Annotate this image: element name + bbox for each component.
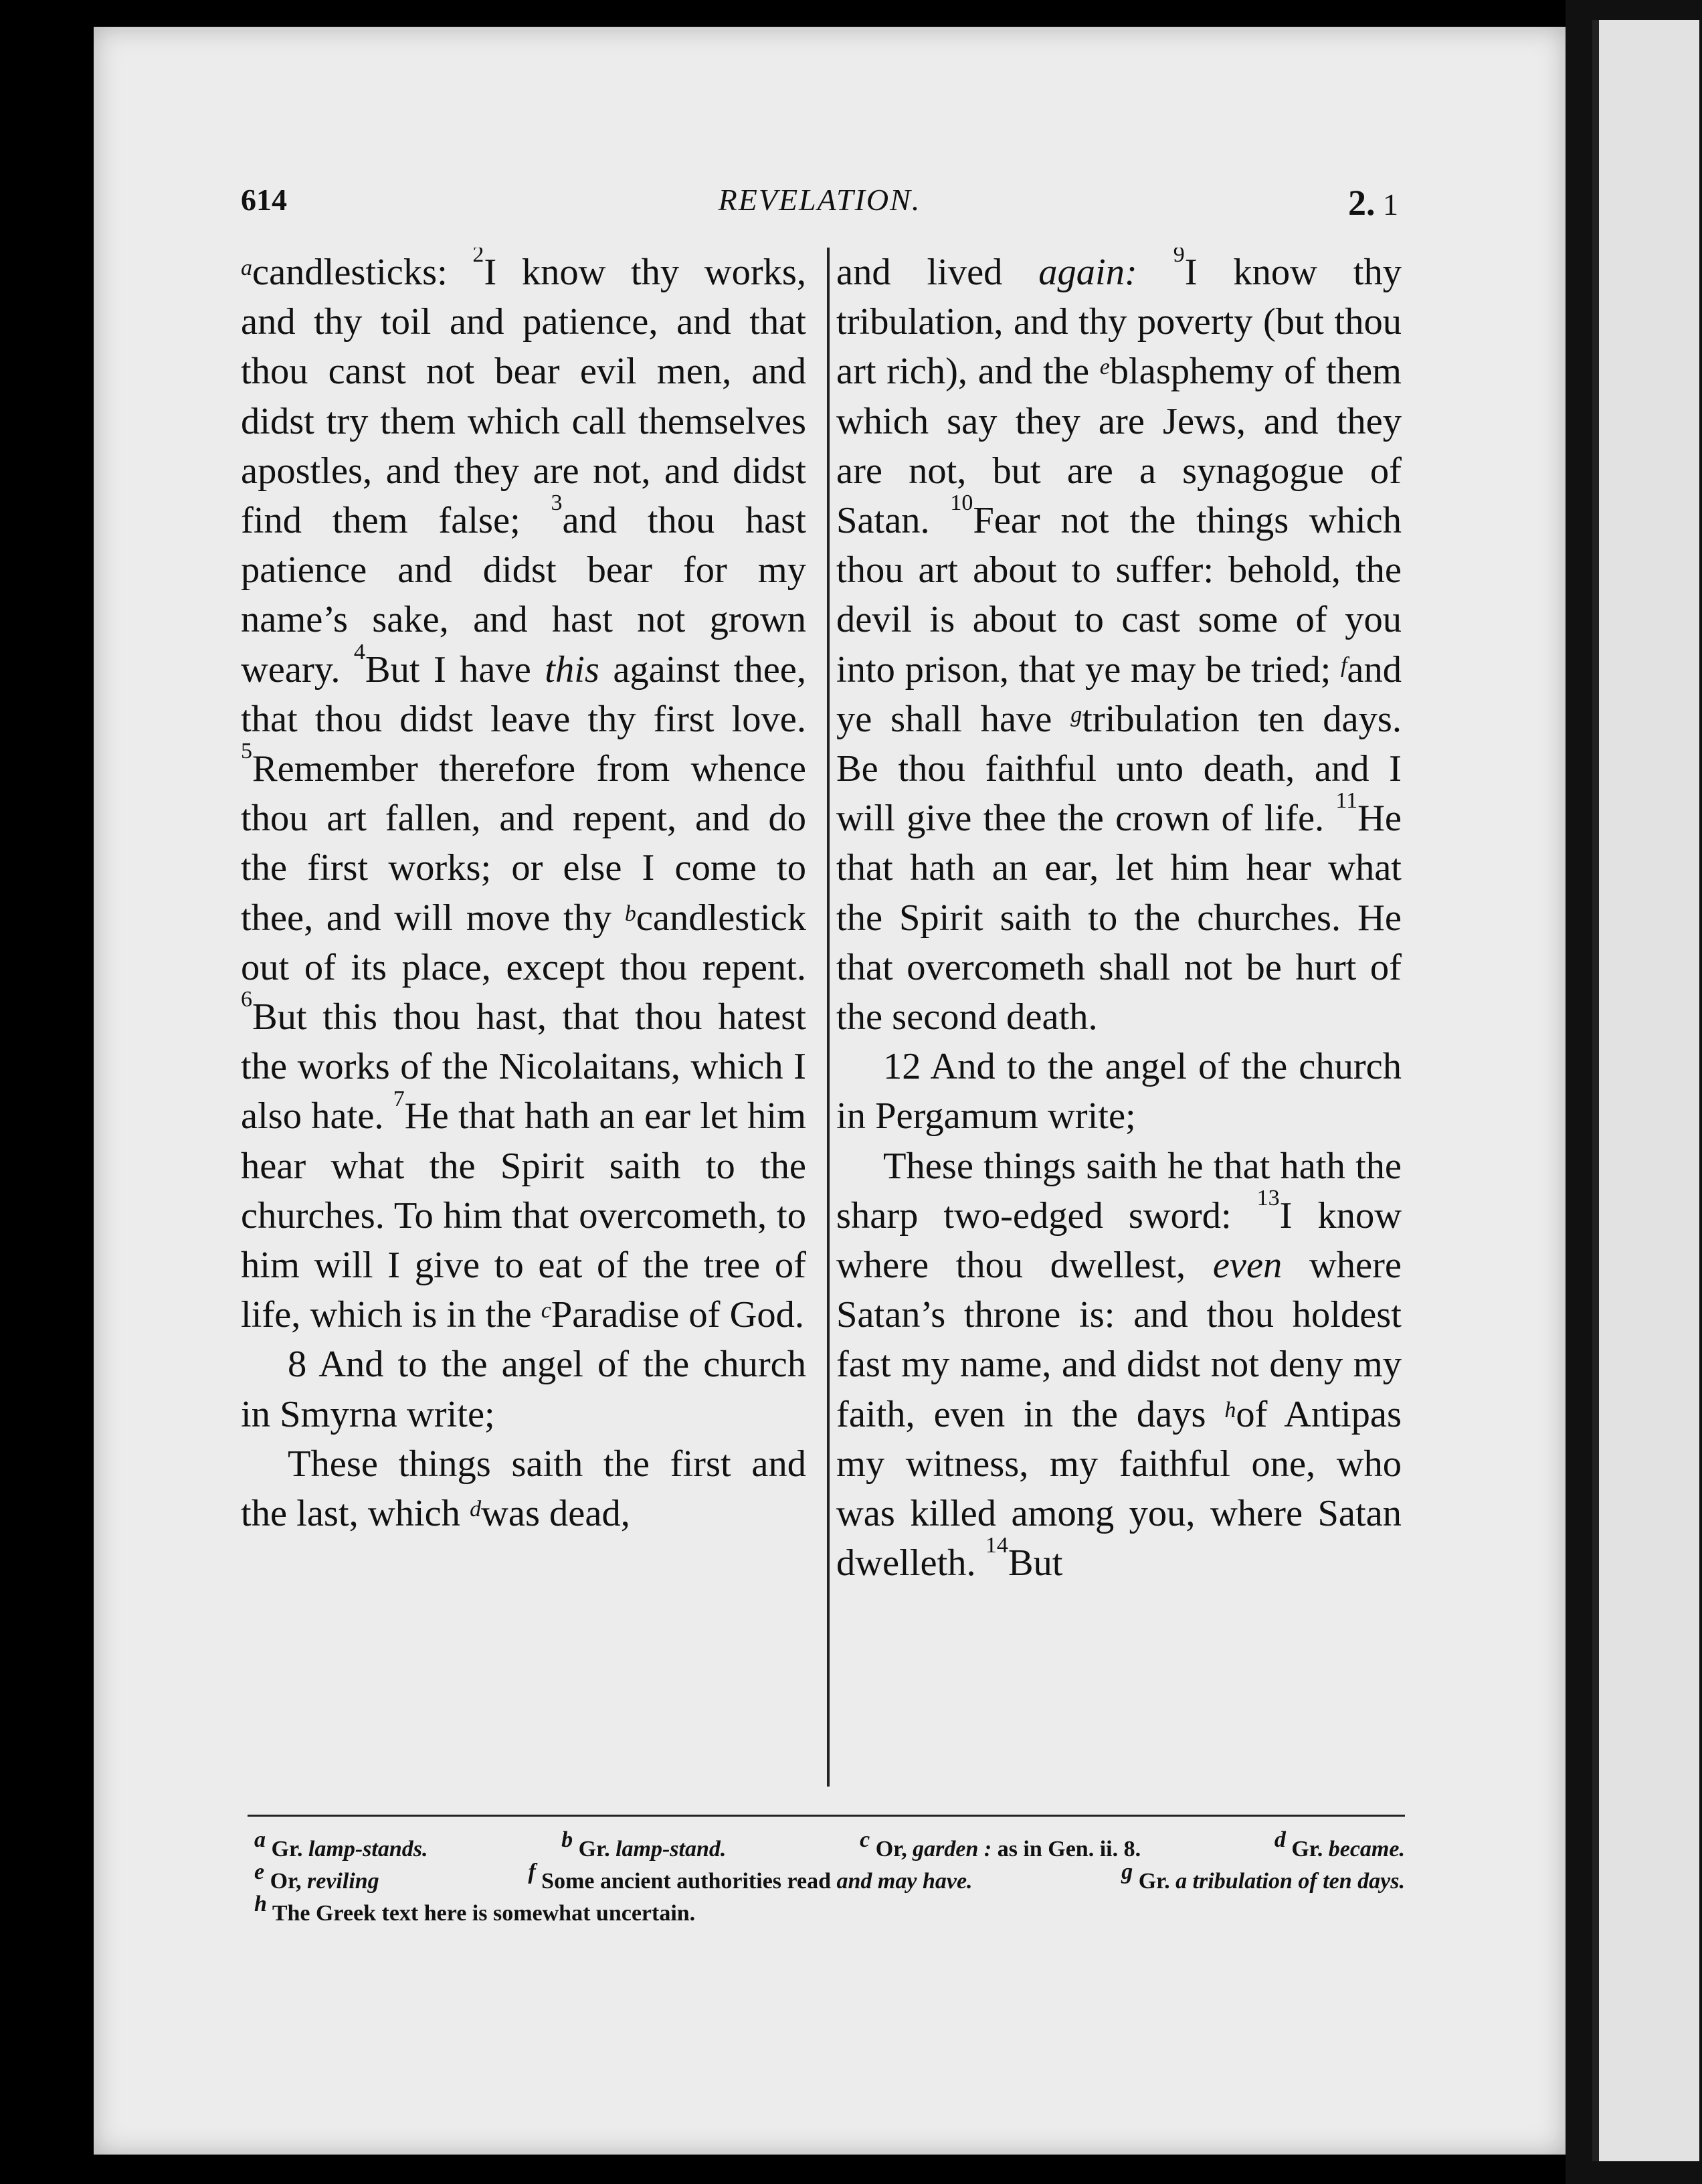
running-title: REVELATION.: [718, 183, 921, 217]
chapter-number: 2.: [1348, 183, 1376, 223]
text-run: I know thy tribulation, and thy poverty (but thou art rich), and the: [836, 252, 1402, 393]
footnote-row: [254, 1892, 1405, 1930]
footnote-italic-text: reviling: [307, 1869, 379, 1894]
footnote: [254, 1859, 379, 1898]
text-run: He that hath an ear let him hear what the Spirit saith to the churches. To him that overcometh, to him will I give to eat of the tree of life, which is in the: [241, 1095, 806, 1336]
text-run: I know thy works, and thy toil and patience, and that thou canst not bear evil men, and didst try them which call themselves apostles, and they are not, and didst find them false;: [241, 252, 806, 542]
text-paragraph: [241, 1340, 806, 1439]
footnote-marker: h: [254, 1892, 267, 1916]
text-run: and lived: [836, 252, 1039, 293]
footnote-text: Some ancient authorities read: [541, 1869, 837, 1894]
footnote: [1274, 1827, 1405, 1865]
text-run: [1137, 252, 1173, 293]
footnote-italic-text: became.: [1328, 1837, 1405, 1861]
italic-text: this: [545, 648, 599, 691]
chapter-verse-reference: [1348, 182, 1398, 223]
footnote-marker: g: [1121, 1859, 1133, 1884]
footnote-text: Gr.: [1138, 1869, 1176, 1894]
footnote: [1121, 1859, 1405, 1898]
footnote-marker: h: [1224, 1397, 1236, 1423]
verse-number: 4: [353, 639, 365, 664]
footnote-text: Or,: [270, 1869, 308, 1894]
verse-number: 9: [1173, 248, 1185, 268]
footnote: [254, 1892, 696, 1930]
footnote-marker: e: [254, 1859, 265, 1884]
verse-number: 11: [1335, 788, 1358, 814]
footnote-text: Gr.: [271, 1837, 308, 1861]
text-run: He that hath an ear, let him hear what the Spirit saith to the churches. He that overcometh shall not be hurt of the second death.: [836, 798, 1402, 1038]
footnote-text: The Greek text here is somewhat uncertain.: [272, 1901, 696, 1926]
text-run: These things saith he that hath the sharp two-edged sword:: [836, 1145, 1402, 1237]
footnote-text: Gr.: [578, 1837, 616, 1861]
footnote-marker: f: [528, 1859, 536, 1884]
verse-number: 14: [985, 1533, 1008, 1558]
text-paragraph: [836, 1142, 1402, 1588]
footnote-italic-text: lamp-stands.: [308, 1837, 428, 1861]
text-run: and ye shall have: [836, 648, 1402, 740]
footnote-marker: d: [470, 1497, 482, 1522]
footnote-row: [254, 1859, 1405, 1898]
text-run: But: [1008, 1542, 1063, 1584]
text-run: But this thou hast, that thou hatest the works of the Nicolaitans, which I also hate.: [241, 996, 806, 1138]
text-run: where Satan’s throne is: and thou holdest fast my name, and didst not deny my faith, even in the days: [836, 1245, 1402, 1435]
footnote-marker: f: [1340, 652, 1347, 678]
text-run: Remember therefore from whence thou art fallen, and repent, and do the first works; or else I come to thee, and will move thy: [241, 748, 806, 939]
verse-number: 3: [551, 490, 563, 516]
text-run: candlesticks:: [252, 252, 473, 293]
text-run: of Antipas my witness, my faithful one, who was killed among you, where Satan dwelleth.: [836, 1393, 1402, 1584]
verse-number: 5: [241, 739, 252, 764]
text-run: But I have: [365, 648, 545, 691]
text-run: tribulation ten days. Be thou faithful unto death, and I will give thee the crown of life.: [836, 698, 1402, 840]
footnote-italic-text: lamp-stand.: [616, 1837, 727, 1861]
footnote-text: as in Gen. ii. 8.: [991, 1837, 1141, 1861]
text-run: blasphemy of them which say they are Jews, and they are not, but are a synagogue of Satan.: [836, 351, 1402, 542]
footnotes: [254, 1827, 1405, 1930]
footnote: [561, 1827, 727, 1865]
italic-text: again:: [1038, 252, 1137, 293]
footnote: [254, 1827, 428, 1865]
footnote-marker: b: [561, 1827, 573, 1852]
text-run: 8 And to the angel of the church in Smyrna write;: [241, 1344, 806, 1435]
text-run: against thee, that thou didst leave thy first love.: [241, 648, 806, 740]
footnote: [528, 1859, 973, 1898]
column-divider: [827, 248, 830, 1787]
verse-number: 6: [241, 987, 252, 1012]
footnote-marker: e: [1099, 355, 1110, 380]
footnote-text: Or,: [875, 1837, 913, 1861]
footnote-marker: a: [241, 256, 252, 280]
verse-number: 13: [1256, 1186, 1280, 1211]
text-run: 12 And to the angel of the church in Pergamum write;: [836, 1046, 1402, 1138]
text-paragraph: [241, 1439, 806, 1538]
text-run: I know where thou dwellest,: [836, 1194, 1402, 1287]
text-run: Fear not the things which thou art about to suffer: behold, the devil is about to cast some of you into prison, that ye may be tried;: [836, 500, 1402, 691]
verse-number: 2: [472, 248, 484, 268]
right-text-column: [836, 248, 1402, 1787]
verse-number: 7: [393, 1086, 405, 1111]
italic-text: even: [1212, 1245, 1283, 1287]
facing-page-edge: [1592, 20, 1699, 2161]
text-run: These things saith the first and the last, which: [241, 1443, 806, 1535]
text-run: was dead,: [481, 1493, 630, 1535]
text-paragraph: [241, 248, 806, 1340]
footnote: [860, 1827, 1141, 1865]
footnote-marker: c: [860, 1827, 870, 1852]
footnote-marker: g: [1070, 702, 1082, 727]
text-run: and thou hast patience and didst bear for my name’s sake, and hast not grown weary.: [241, 500, 806, 691]
footnote-text: Gr.: [1291, 1837, 1329, 1861]
text-paragraph: [836, 248, 1402, 1042]
text-paragraph: [836, 1042, 1402, 1141]
left-text-column: [241, 248, 806, 1787]
footnote-rule: [248, 1815, 1405, 1817]
footnote-marker: d: [1274, 1827, 1286, 1852]
footnote-row: [254, 1827, 1405, 1865]
footnote-italic-text: garden :: [913, 1837, 992, 1861]
footnote-italic-text: and may have.: [836, 1869, 973, 1894]
page-number: 614: [241, 183, 287, 217]
verse-number: 1: [1383, 187, 1398, 221]
running-header: [241, 182, 1398, 222]
text-run: candlestick out of its place, except thou repent.: [241, 897, 806, 988]
verse-number: 10: [950, 490, 973, 516]
footnote-marker: c: [541, 1298, 551, 1324]
text-run: Paradise of God.: [551, 1294, 805, 1336]
footnote-italic-text: a tribulation of ten days.: [1175, 1869, 1405, 1894]
footnote-marker: a: [254, 1827, 266, 1852]
footnote-marker: b: [624, 901, 636, 926]
